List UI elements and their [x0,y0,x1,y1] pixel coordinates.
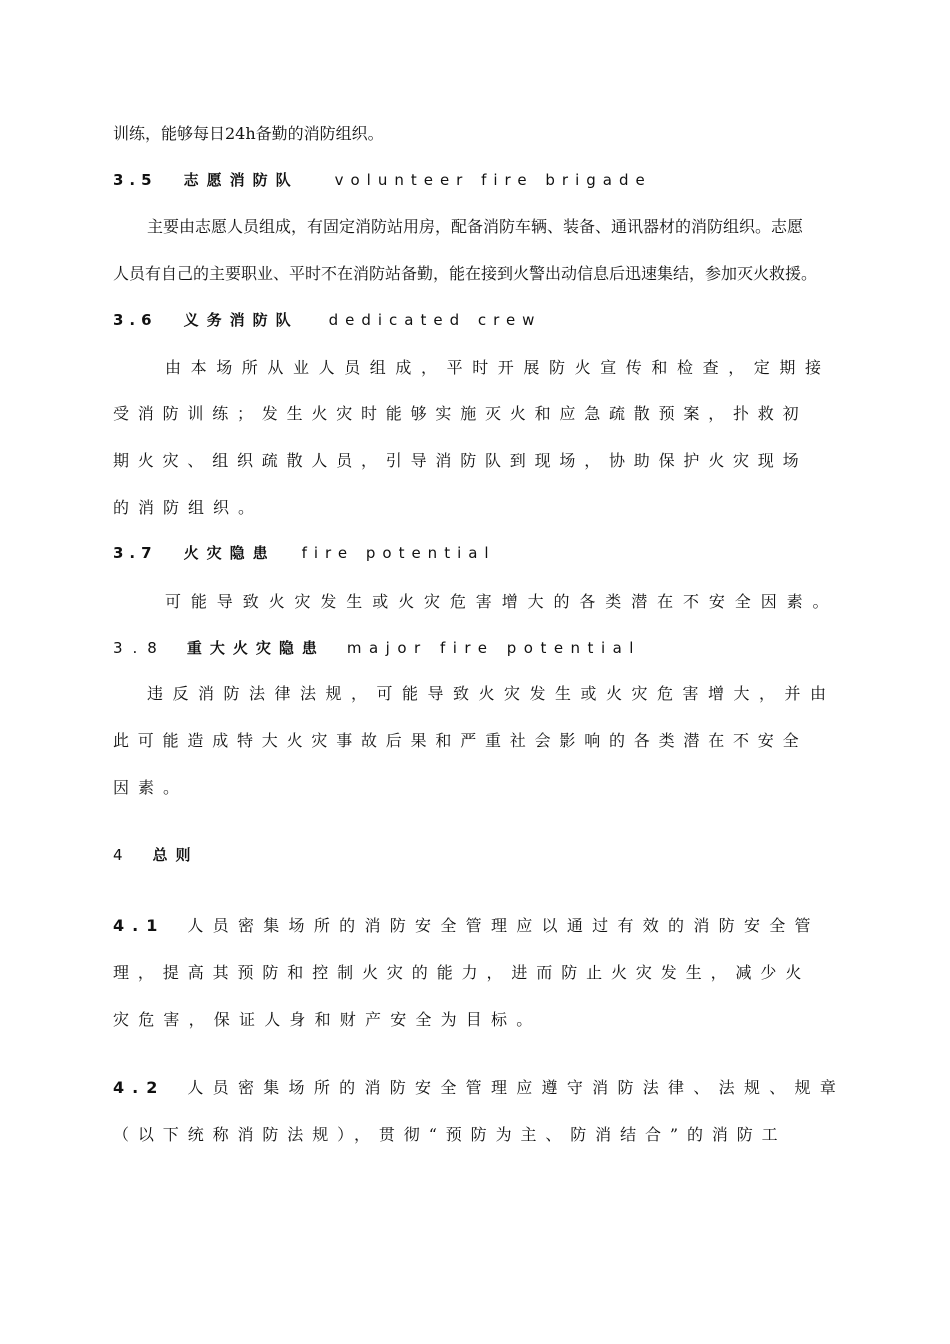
text-line: 训练，能够每日24h备勤的消防组织。 [113,124,384,143]
section-title-zh: 火灾隐患 [183,544,276,562]
section-title-en: volunteer fire brigade [334,171,652,189]
paragraph-line: 此可能造成特大火灾事故后果和严重社会影响的各类潜在不安全 [113,731,808,750]
clause-number: 4.2 [113,1078,166,1097]
section-number: 3.8 [113,639,167,657]
section-heading-3-8 [113,641,641,656]
paragraph-line: 的消防组织。 [113,498,264,517]
clause-4-2-line [113,1080,845,1096]
section-title-zh: 重大火灾隐患 [186,639,325,657]
chapter-number: 4 [113,846,123,864]
clause-4-1-line [113,918,820,934]
paragraph-line: 可能导致火灾发生或火灾危害增大的各类潜在不安全因素。 [165,592,839,611]
section-title-en: major fire potential [346,639,641,657]
paragraph-line: 人员有自己的主要职业、平时不在消防站备勤，能在接到火警出动信息后迅速集结，参加灭火救援。 [113,264,818,283]
chapter-title: 总则 [152,846,199,864]
paragraph-line: 由本场所从业人员组成，平时开展防火宣传和检查，定期接 [165,358,831,377]
section-title-en: dedicated crew [328,311,542,329]
paragraph-line: （以下统称消防法规），贯彻“预防为主、防消结合”的消防工 [113,1125,787,1144]
section-number: 3.6 [113,311,158,329]
clause-text: 人员密集场所的消防安全管理应以通过有效的消防安全管 [187,916,820,935]
section-heading-3-7 [113,546,496,561]
section-title-en: fire potential [301,544,496,562]
section-title-zh: 志愿消防队 [183,171,299,189]
paragraph-line: 违反消防法律法规，可能导致火灾发生或火灾危害增大，并由 [147,684,836,703]
clause-number: 4.1 [113,916,166,935]
section-number: 3.5 [113,171,158,189]
paragraph-line: 因素。 [113,778,189,797]
section-number: 3.7 [113,544,158,562]
section-title-zh: 义务消防队 [183,311,299,329]
paragraph-line: 主要由志愿人员组成，有固定消防站用房，配备消防车辆、装备、通讯器材的消防组织。志愿 [147,217,804,236]
section-heading-3-5 [113,173,652,188]
chapter-heading-4 [113,848,199,863]
paragraph-line: 灾危害，保证人身和财产安全为目标。 [113,1010,542,1029]
clause-text: 人员密集场所的消防安全管理应遵守消防法律、法规、规章 [187,1078,846,1097]
paragraph-line: 受消防训练；发生火灾时能够实施灭火和应急疏散预案，扑救初 [113,404,808,423]
section-heading-3-6 [113,313,541,328]
paragraph-line: 理，提高其预防和控制火灾的能力，进而防止火灾发生，减少火 [113,963,811,982]
paragraph-line: 期火灾、组织疏散人员，引导消防队到现场，协助保护火灾现场 [113,451,808,470]
